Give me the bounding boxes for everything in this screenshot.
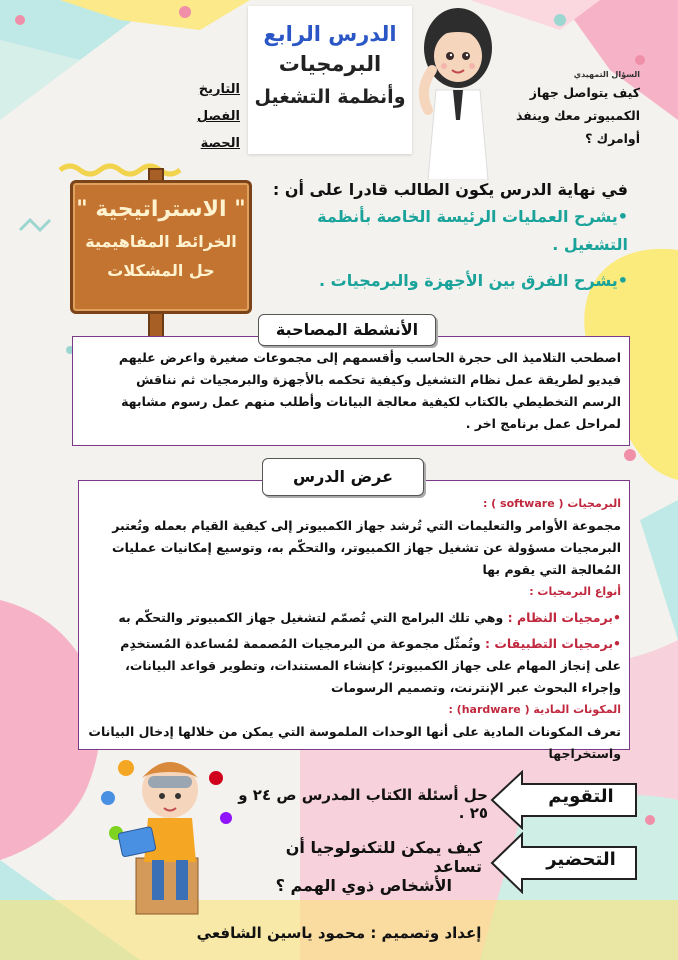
date-label: التاريخ [198,82,240,97]
strategy-sign [70,180,252,314]
activities-line2: فيديو لطريقة عمل نظام التشغيل وكيفية تحكمه بالأجهزة والبرمجيات ثم نناقش [136,372,621,387]
lesson-number: الدرس الرابع [263,22,397,46]
activities-box [72,336,630,446]
preparation-text [240,838,482,895]
strategy-item2: حل المشكلات [107,261,215,280]
class-label: الفصل [196,109,240,124]
types-label: أنواع البرمجيات : [529,585,621,598]
meta-labels [180,82,240,151]
evaluation-label: التقويم [548,786,614,807]
activities-text [73,337,629,435]
preparation-label: التحضير [546,849,616,870]
app-software-line1: وتُمثّل مجموعة من البرمجيات المُصممة لمُساعدة المُستخدِم [120,636,486,651]
software-line1: مجموعة الأوامر والتعليمات التي تُرشد جهاز الكمبيوتر إلى كيفية القيام بعمله وتُعتبر [112,518,621,533]
activities-heading: الأنشطة المصاحبة [258,314,436,346]
period-label: الحصة [200,136,240,151]
objectives-intro: في نهاية الدرس يكون الطالب قادرا على أن : [272,180,628,199]
presentation-heading: عرض الدرس [262,458,424,496]
strategy-title: " الاستراتيجية " [76,197,246,222]
boy-with-tablet-illustration [96,738,236,918]
intro-question-label: السؤال التمهيدي [573,70,640,79]
intro-question-line2: الكمبيوتر معك وينفذ [515,108,640,123]
intro-question-line1: كيف يتواصل جهاز [529,85,640,100]
preparation-line2: الأشخاص ذوي الهمم ؟ [275,876,452,895]
system-software-term: •برمجيات النظام : [507,610,621,625]
activities-line4: لمراحل عمل برنامج اخر . [465,416,621,431]
app-software-line3: وإجراء البحوث عبر الإنترنت، وتصميم الرسومات [331,680,621,695]
activities-line3: الرسم التخطيطي بالكتاب لكيفية معالجة البيانات وأطلب منهم عمل رسوم مشابهة [121,394,621,409]
system-software-desc: وهي تلك البرامج التي تُصمّم لتشغيل جهاز الكمبيوتر والتحكّم به [118,610,508,625]
app-software-line2: على إنجاز المهام على جهاز الكمبيوتر؛ كإنشاء المستندات، وتطوير قواعد البيانات، [125,658,621,673]
hardware-line2: واستخراجها [548,746,621,761]
software-line3: المُعالجة التي يقوم بها [482,562,621,577]
system-software-item [87,607,621,629]
objectives [268,180,628,295]
hardware-label: المكونات المادية ( hardware) : [448,703,621,716]
app-software-item [87,633,621,655]
software-line2: البرمجيات مسؤولة عن تشغيل جهاز الكمبيوتر، والتحكّم به، وتوسيع إمكانيات عمليات [112,540,621,555]
objective-1-line2: التشغيل . [552,235,628,254]
girl-illustration [408,0,508,180]
presentation-box [78,480,630,761]
presentation-text [79,481,629,765]
strategy-item1: الخرائط المفاهيمية [85,232,237,251]
evaluation-text: حل أسئلة الكتاب المدرس ص ٢٤ و ٢٥ . [238,786,488,822]
preparation-line1: كيف يمكن للتكنولوجيا أن تساعد [285,838,482,876]
intro-question-line3: أوامرك ؟ [585,131,640,146]
software-label: البرمجيات ( software ) : [482,497,621,510]
lesson-title-line2: وأنظمة التشغيل [254,86,406,108]
objective-2: •يشرح الفرق بين الأجهزة والبرمجيات . [319,271,628,290]
app-software-term: •برمجيات التطبيقات : [485,636,621,651]
objective-1-line1: •يشرح العمليات الرئيسة الخاصة بأنظمة [317,207,628,226]
hardware-line1: تعرف المكونات المادية على أنها الوحدات الملموسة التي يمكن من خلالها إدخال البيانات [88,724,621,739]
activities-line1: اصطحب التلاميذ الى حجرة الحاسب وأقسمهم إلى مجموعات صغيرة واعرض عليهم [118,350,621,365]
lesson-header-card [248,6,412,154]
lesson-title-line1: البرمجيات [278,52,382,76]
footer-credit: إعداد وتصميم : محمود ياسين الشافعي [196,924,482,942]
